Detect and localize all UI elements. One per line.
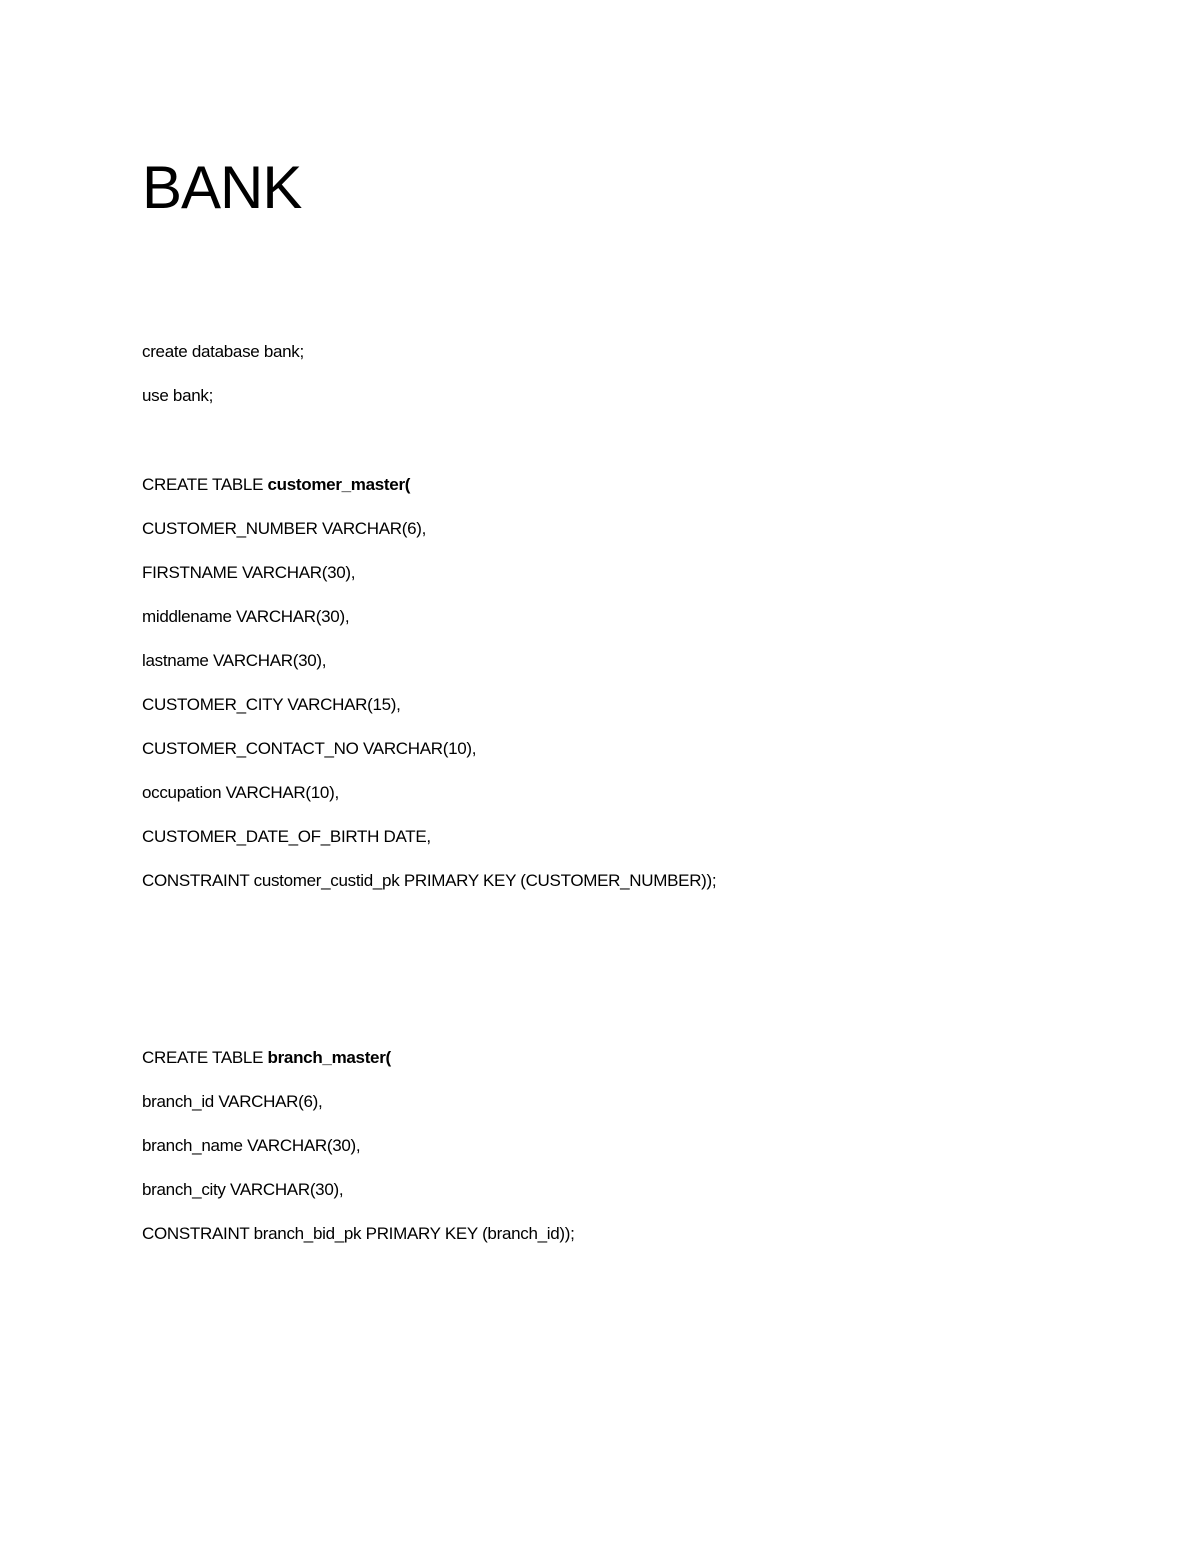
document-title: BANK xyxy=(142,154,302,221)
sql-line: CUSTOMER_NUMBER VARCHAR(6), xyxy=(142,519,427,538)
sql-line: use bank; xyxy=(142,386,214,405)
sql-line: create database bank; xyxy=(142,342,304,361)
sql-line: CUSTOMER_DATE_OF_BIRTH DATE, xyxy=(142,827,431,846)
table-name: customer_master( xyxy=(267,475,411,494)
sql-line: occupation VARCHAR(10), xyxy=(142,783,339,802)
create-table-customer xyxy=(142,473,410,497)
sql-line: lastname VARCHAR(30), xyxy=(142,651,327,670)
keyword: CREATE TABLE xyxy=(142,1048,268,1067)
keyword: CREATE TABLE xyxy=(142,475,268,494)
sql-line: FIRSTNAME VARCHAR(30), xyxy=(142,563,356,582)
sql-line: CONSTRAINT customer_custid_pk PRIMARY KEY (CUSTOMER_NUMBER)); xyxy=(142,871,717,890)
sql-line: CONSTRAINT branch_bid_pk PRIMARY KEY (branch_id)); xyxy=(142,1224,575,1243)
sql-line: CUSTOMER_CONTACT_NO VARCHAR(10), xyxy=(142,739,477,758)
sql-line: CUSTOMER_CITY VARCHAR(15), xyxy=(142,695,401,714)
sql-line: middlename VARCHAR(30), xyxy=(142,607,350,626)
table-name: branch_master( xyxy=(267,1048,391,1067)
sql-line: branch_city VARCHAR(30), xyxy=(142,1180,344,1199)
create-table-branch xyxy=(142,1046,391,1070)
sql-line: branch_id VARCHAR(6), xyxy=(142,1092,323,1111)
sql-line: branch_name VARCHAR(30), xyxy=(142,1136,361,1155)
